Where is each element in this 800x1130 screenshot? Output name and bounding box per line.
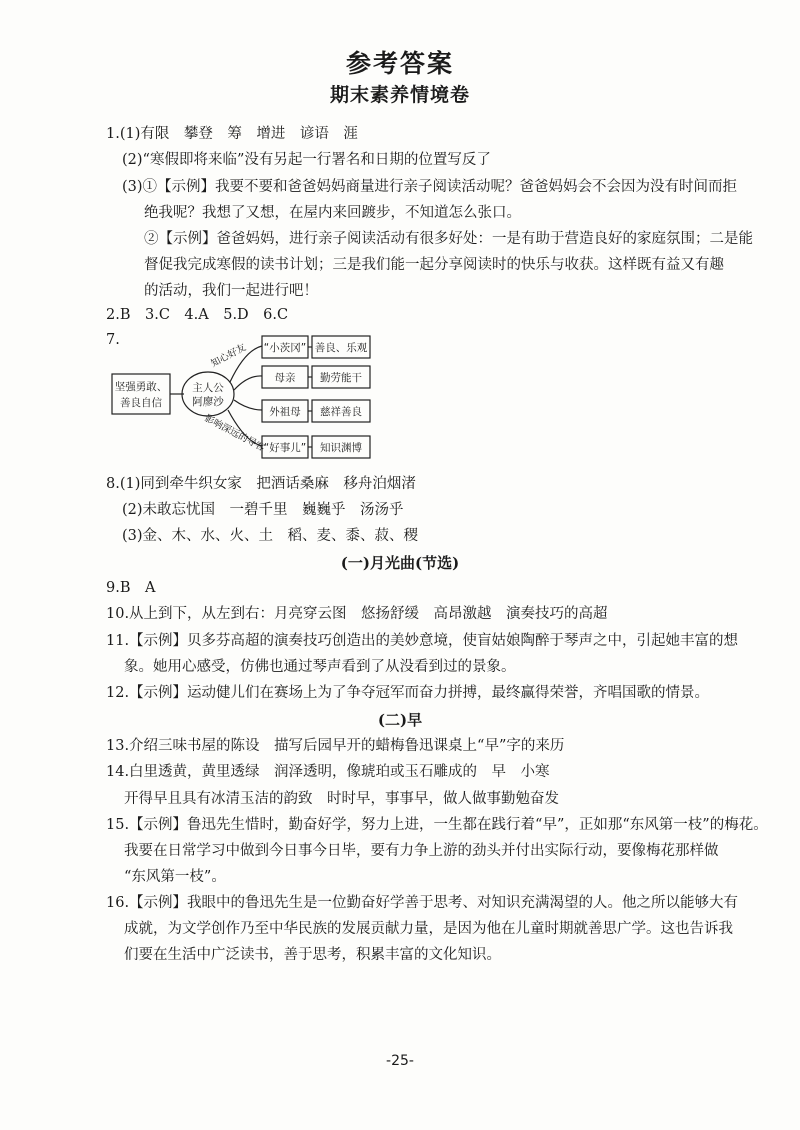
answer-11-cont: 象。她用心感受，仿佛也通过琴声看到了从没看到过的景象。 bbox=[124, 659, 516, 675]
node-trait-4: 知识渊博 bbox=[320, 442, 362, 454]
protagonist-circle bbox=[182, 372, 234, 416]
answer-7-label: 7. bbox=[106, 332, 120, 348]
node-name-3: 外祖母 bbox=[269, 406, 301, 418]
answer-8-3: (3)金、木、水、火、土 稻、麦、黍、菽、稷 bbox=[122, 528, 419, 544]
node-trait-2: 勤劳能干 bbox=[320, 372, 362, 384]
node-name-1: “小茨冈” bbox=[263, 342, 307, 354]
answer-16: 16.【示例】我眼中的鲁迅先生是一位勤奋好学善于思考、对知识充满渴望的人。他之所以能够大有 bbox=[106, 895, 739, 911]
node-name-2: 母亲 bbox=[274, 372, 296, 384]
answer-12: 12.【示例】运动健儿们在赛场上为了争夺冠军而奋力拼搏，最终赢得荣誉，齐唱国歌的情景。 bbox=[106, 685, 710, 701]
branch-label-bottom: 影响深远的导客 bbox=[202, 412, 267, 454]
center-line1: 主人公 bbox=[192, 382, 224, 394]
answer-15-cont2: “东风第一枝”。 bbox=[124, 869, 226, 885]
branch-label-top: 知心好友 bbox=[209, 342, 248, 370]
answer-1-3-cont: 绝我呢？我想了又想，在屋内来回踱步，不知道怎么张口。 bbox=[144, 205, 521, 221]
character-diagram bbox=[100, 330, 400, 470]
left-trait-line1: 坚强勇敢、 bbox=[114, 381, 168, 393]
answer-15: 15.【示例】鲁迅先生惜时，勤奋好学，努力上进，一生都在践行着“早”，正如那“东风第一枝”的梅花。 bbox=[106, 817, 768, 833]
left-trait-line2: 善良自信 bbox=[120, 397, 162, 409]
answer-11: 11.【示例】贝多芬高超的演奏技巧创造出的美妙意境，使盲姑娘陶醉于琴声之中，引起她丰富的想 bbox=[106, 633, 739, 649]
answer-14: 14.白里透黄，黄里透绿 润泽透明，像琥珀或玉石雕成的 早 小寒 bbox=[106, 764, 550, 780]
answer-8-2: (2)未敢忘忧国 一碧千里 巍巍乎 汤汤乎 bbox=[122, 502, 404, 518]
answer-9: 9.B A bbox=[106, 580, 156, 596]
section-heading-2: (二)早 bbox=[377, 711, 423, 729]
answer-15-cont1: 我要在日常学习中做到今日事今日毕，要有力争上游的劲头并付出实际行动，要像梅花那样做 bbox=[124, 843, 719, 859]
page-number: -25- bbox=[386, 1053, 414, 1069]
answer-1-3: (3)①【示例】我要不要和爸爸妈妈商量进行亲子阅读活动呢？爸爸妈妈会不会因为没有时间而拒 bbox=[122, 179, 738, 195]
answer-2-6: 2.B 3.C 4.A 5.D 6.C bbox=[106, 307, 289, 323]
answer-8-1: 8.(1)同到牵牛织女家 把酒话桑麻 移舟泊烟渚 bbox=[106, 476, 416, 492]
answer-1-3-2-cont1: 督促我完成寒假的读书计划；三是我们能一起分享阅读时的快乐与收获。这样既有益又有趣 bbox=[144, 257, 724, 273]
answer-1-3-2: ②【示例】爸爸妈妈，进行亲子阅读活动有很多好处：一是有助于营造良好的家庭氛围；二是能 bbox=[144, 231, 753, 247]
answer-1-3-2-cont2: 的活动，我们一起进行吧！ bbox=[144, 283, 318, 299]
node-trait-1: 善良、乐观 bbox=[314, 342, 368, 354]
node-trait-3: 慈祥善良 bbox=[320, 406, 362, 418]
answer-16-cont2: 们要在生活中广泛读书，善于思考，积累丰富的文化知识。 bbox=[124, 947, 501, 963]
answer-10: 10.从上到下，从左到右：月亮穿云图 悠扬舒缓 高昂激越 演奏技巧的高超 bbox=[106, 606, 608, 622]
center-line2: 阿廖沙 bbox=[192, 396, 224, 408]
answer-1-1: 1.(1)有限 攀登 筹 增进 谚语 涯 bbox=[106, 126, 358, 142]
page-subtitle: 期末素养情境卷 bbox=[329, 84, 470, 106]
answer-13: 13.介绍三味书屋的陈设 描写后园早开的蜡梅鲁迅课桌上“早”字的来历 bbox=[106, 738, 565, 754]
page-title: 参考答案 bbox=[345, 49, 454, 78]
answer-1-2: (2)“寒假即将来临”没有另起一行署名和日期的位置写反了 bbox=[122, 152, 491, 168]
answer-16-cont1: 成就，为文学创作乃至中华民族的发展贡献力量，是因为他在儿童时期就善思广学。这也告诉我 bbox=[124, 921, 733, 937]
section-heading-1: (一)月光曲(节选) bbox=[340, 554, 460, 572]
answer-14-cont: 开得早且具有冰清玉洁的韵致 时时早，事事早，做人做事勤勉奋发 bbox=[124, 791, 559, 807]
node-name-4: “好事儿” bbox=[263, 442, 307, 454]
